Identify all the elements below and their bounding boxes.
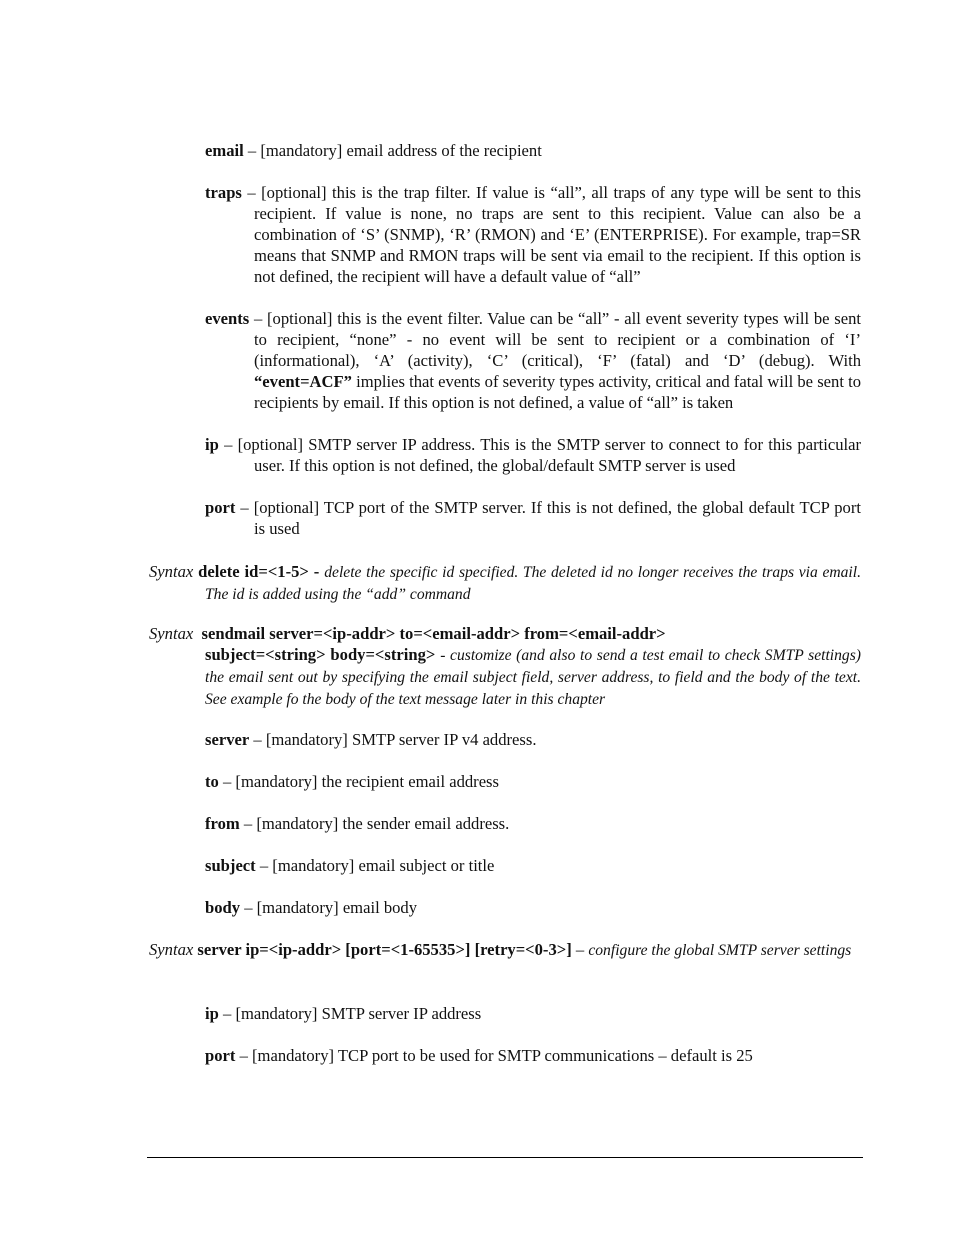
param-name: ip: [205, 1004, 219, 1023]
param-email: [205, 140, 861, 161]
param-description: – [mandatory] email address of the recipient: [243, 141, 542, 160]
param-description: – [mandatory] SMTP server IP v4 address.: [249, 730, 537, 749]
syntax-command-cont: subject=<string> body=<string>: [205, 645, 436, 664]
syntax-label: Syntax: [149, 624, 194, 643]
param-name: ip: [205, 435, 219, 454]
param-description: – [mandatory] the recipient email address: [218, 772, 499, 791]
syntax-label: Syntax: [149, 562, 194, 581]
param-description: – [mandatory] SMTP server IP address: [218, 1004, 482, 1023]
param-name: port: [205, 1046, 236, 1065]
param-ip: [205, 434, 861, 476]
param-name: port: [205, 498, 236, 517]
param-server: [205, 729, 861, 750]
param-name: server: [205, 730, 250, 749]
syntax-command: delete id=<1-5> -: [198, 562, 320, 581]
footer-rule: [147, 1157, 863, 1158]
param-port: [205, 497, 861, 539]
param-name: traps: [205, 183, 242, 202]
param-from: [205, 813, 861, 834]
param-description: – [mandatory] the sender email address.: [239, 814, 510, 833]
param-description: – [mandatory] TCP port to be used for SMTP communications – default is 25: [235, 1046, 753, 1065]
param-name: subject: [205, 856, 256, 875]
param-description: – [mandatory] email body: [240, 898, 418, 917]
syntax-label: Syntax: [149, 940, 194, 959]
param-description: – [optional] this is the trap filter. If value is “all”, all traps of any type will be sent to this recipient. If value is none, no traps are sent to this recipient. Value can also be a combination of ‘S’ (SNMP), ‘R’ (RMON) and ‘E’ (ENTERPRISE). For example, trap=SR means that SNMP and RMON traps will be sent via email to the recipient. If this option is not defined, the recipient will have a default value of “all”: [241, 183, 861, 286]
param-example: “event=ACF”: [254, 372, 352, 391]
param-traps: [205, 182, 861, 287]
param-subject: [205, 855, 861, 876]
param-description: – [mandatory] email subject or title: [255, 856, 495, 875]
param-server-port: [205, 1045, 861, 1066]
syntax-description: configure the global SMTP server settings: [588, 942, 852, 959]
param-description-cont: implies that events of severity types activity, critical and fatal will be sent to recipients by email. If this option is not defined, a value of “all” is taken: [254, 372, 861, 412]
syntax-dash: –: [571, 940, 589, 959]
param-to: [205, 771, 861, 792]
syntax-command: sendmail server=<ip-addr> to=<email-addr> from=<email-addr>: [201, 624, 666, 643]
param-name: body: [205, 898, 241, 917]
param-server-ip: [205, 1003, 861, 1024]
param-body: [205, 897, 861, 918]
param-name: from: [205, 814, 240, 833]
syntax-sendmail: [149, 623, 861, 710]
param-description: – [optional] SMTP server IP address. This is the SMTP server to connect to for this particular user. If this option is not defined, the global/default SMTP server is used: [218, 435, 861, 475]
param-name: email: [205, 141, 244, 160]
syntax-description: - customize (and also to send a test email to check SMTP settings) the email sent out by specifying the email subject field, server address, to field and the body of the text. See example fo the body of the text message later in this chapter: [205, 647, 861, 708]
syntax-server: [149, 939, 861, 961]
param-description: – [optional] TCP port of the SMTP server. If this is not defined, the global default TCP port is used: [235, 498, 861, 538]
param-name: events: [205, 309, 250, 328]
syntax-command: server ip=<ip-addr> [port=<1-65535>] [retry=<0-3>]: [197, 940, 572, 959]
syntax-description: delete the specific id specified. The deleted id no longer receives the traps via email. The id is added using the “add” command: [205, 564, 861, 603]
param-events: [205, 308, 861, 413]
param-description: – [optional] this is the event filter. Value can be “all” - all event severity types will be sent to recipient, “none” - no event will be sent to recipient or a combination of ‘I’ (informational), ‘A’ (activity), ‘C’ (critical), ‘F’ (fatal) and ‘D’ (debug). With: [249, 309, 861, 370]
param-name: to: [205, 772, 219, 791]
syntax-delete: [149, 561, 861, 605]
